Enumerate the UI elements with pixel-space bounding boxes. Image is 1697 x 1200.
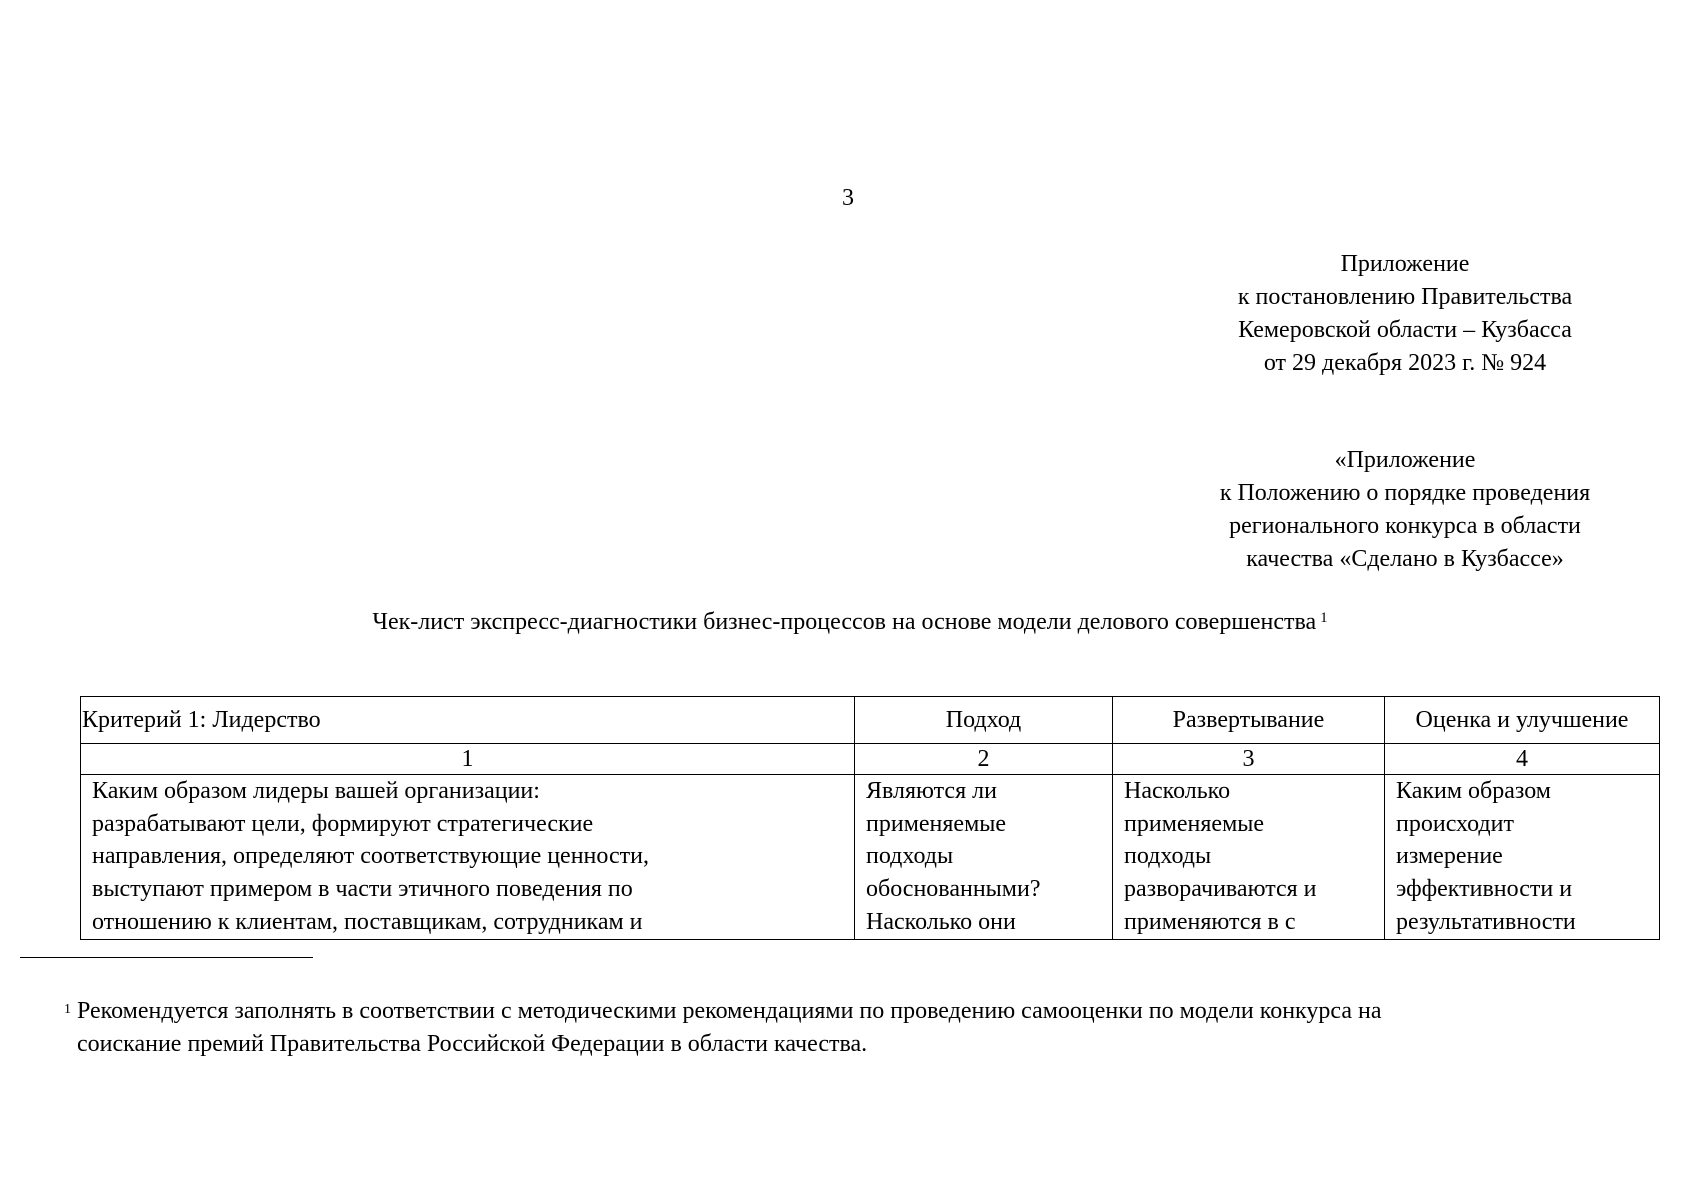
header-deployment: Развертывание [1113,697,1385,744]
regulation-appendix-line: к Положению о порядке проведения [1219,480,1591,506]
assessment-cell [1385,775,1660,940]
regulation-appendix-line: качества «Сделано в Кузбассе» [1246,546,1564,572]
table-column-numbers-row [81,744,1660,775]
page-number: 3 [842,185,854,211]
footnote-line: соискание премий Правительства Российской Федерации в области качества. [77,1031,868,1057]
criterion-question-cell [81,775,855,940]
appendix-header [1140,248,1670,380]
cell-line: подходы [866,843,954,870]
cell-line: разрабатывают цели, формируют стратегические [92,810,594,837]
footnote [60,995,1670,1061]
cell-line: результативности [1396,908,1576,935]
cell-line: Являются ли [866,778,997,804]
appendix-header-line: от 29 декабря 2023 г. № 924 [1263,350,1547,376]
footnote-separator [20,957,313,958]
cell-line: Каким образом [1396,778,1551,804]
cell-line: применяемые [1124,810,1265,837]
appendix-header-line: Кемеровской области – Кузбасса [1238,317,1572,343]
table-header-row [81,697,1660,744]
cell-line: Насколько [1124,778,1231,804]
cell-line: Насколько они [866,908,1016,935]
appendix-header-line: Приложение [1340,251,1470,277]
cell-line: разворачиваются и [1124,876,1317,903]
document-title [250,607,1450,637]
cell-line: направления, определяют соответствующие ценности, [92,843,649,870]
column-number: 4 [1385,744,1660,775]
document-title-text: Чек-лист экспресс-диагностики бизнес-процессов на основе модели делового совершенства [372,609,1317,635]
cell-line: эффективности и [1396,876,1573,903]
deployment-cell [1113,775,1385,940]
column-number: 3 [1113,744,1385,775]
table-row [81,775,1660,940]
footnote-reference: 1 [1320,610,1328,626]
cell-line: подходы [1124,843,1212,870]
header-assessment: Оценка и улучшение [1385,697,1660,744]
cell-line: происходит [1396,810,1514,837]
column-number: 2 [855,744,1113,775]
footnote-mark: 1 [64,1002,71,1017]
footnote-line: Рекомендуется заполнять в соответствии с методическими рекомендациями по проведению самооценки по модели конкурса на [77,998,1382,1024]
approach-cell [855,775,1113,940]
header-approach: Подход [855,697,1113,744]
cell-line: измерение [1396,843,1503,870]
header-criterion: Критерий 1: Лидерство [81,697,855,744]
cell-line: обоснованными? [866,876,1041,903]
regulation-appendix-line: регионального конкурса в области [1229,513,1581,539]
column-number: 1 [81,744,855,775]
regulation-appendix-line: «Приложение [1334,447,1476,473]
regulation-appendix-header [1140,444,1670,576]
cell-line: применяемые [866,810,1007,837]
cell-line: Каким образом лидеры вашей организации: [92,778,540,804]
cell-line: отношению к клиентам, поставщикам, сотрудникам и [92,908,643,935]
cell-line: применяются в с [1124,908,1296,935]
cell-line: выступают примером в части этичного поведения по [92,876,633,903]
appendix-header-line: к постановлению Правительства [1237,284,1573,310]
checklist-table [80,696,1660,940]
